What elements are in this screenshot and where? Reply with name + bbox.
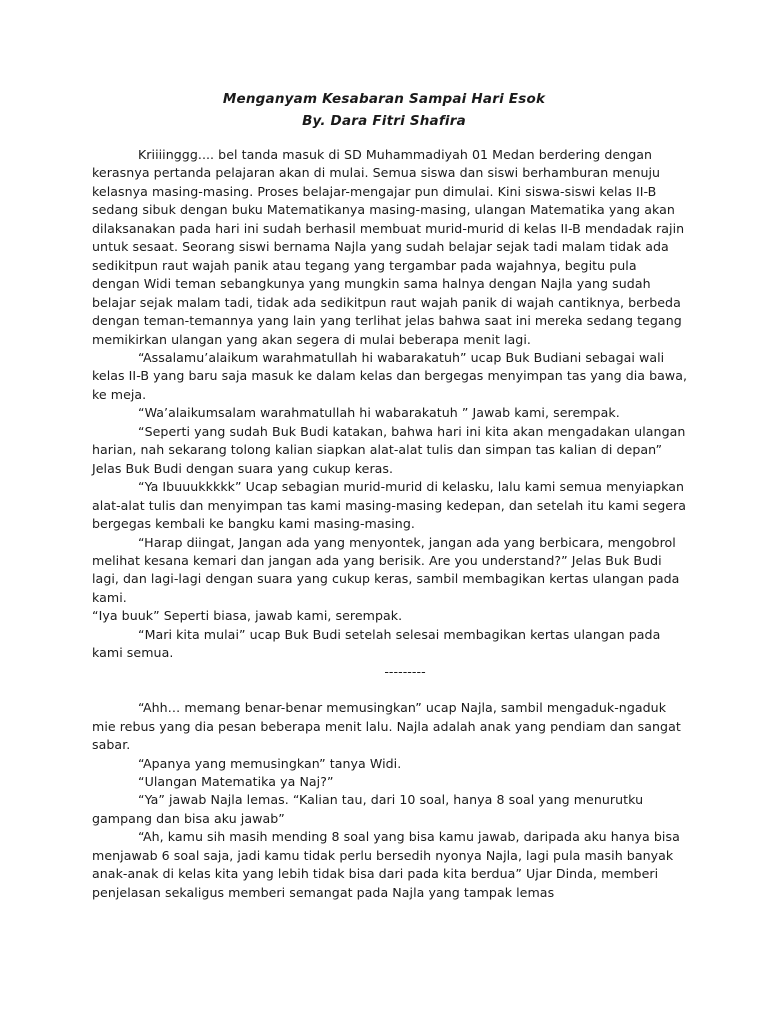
paragraph: “Apanya yang memusingkan” tanya Widi. [138, 755, 402, 771]
title-block [0, 88, 768, 132]
paragraph: “Iya buuk” Seperti biasa, jawab kami, serempak. [92, 608, 403, 624]
paragraph: “Ya Ibuuukkkkk” Ucap sebagian murid-murid di kelasku, lalu kami semua menyiapkan alat-alat tulis dan menyimpan tas kami masing-masing kedepan, dan setelah itu kami segera bergegas kembali ke bangku kami masing-masing. [92, 479, 687, 532]
paragraph: “Ahh… memang benar-benar memusingkan” ucap Najla, sambil mengaduk-ngaduk mie rebus yang dia pesan beberapa menit lalu. Najla adalah anak yang pendiam dan sangat sabar. [92, 700, 681, 753]
paragraph: “Harap diingat, Jangan ada yang menyontek, jangan ada yang berbicara, mengobrol melihat kesana kemari dan jangan ada yang berisik. Are you understand?” Jelas Buk Budi lagi, dan lagi-lagi dengan suara yang cukup keras, sambil membagikan kertas ulangan pada kami. [92, 534, 680, 605]
document-title: Menganyam Kesabaran Sampai Hari Esok [222, 91, 546, 107]
paragraph: “Seperti yang sudah Buk Budi katakan, bahwa hari ini kita akan mengadakan ulangan harian, nah sekarang tolong kalian siapkan alat-alat tulis dan simpan tas kalian di depan” Jelas Buk Budi dengan suara yang cukup keras. [92, 423, 686, 476]
document-body [92, 146, 688, 902]
section-separator: --------- [384, 663, 426, 679]
paragraph: “Ya” jawab Najla lemas. “Kalian tau, dari 10 soal, hanya 8 soal yang menurutku gampang dan bisa aku jawab” [92, 792, 644, 826]
paragraph: “Wa’alaikumsalam warahmatullah hi wabarakatuh ” Jawab kami, serempak. [138, 405, 620, 421]
spacer [92, 681, 688, 699]
paragraph: “Assalamu’alaikum warahmatullah hi wabarakatuh” ucap Buk Budiani sebagai wali kelas II-B yang baru saja masuk ke dalam kelas dan bergegas menyimpan tas yang dia bawa, ke meja. [92, 349, 688, 402]
paragraph: “Mari kita mulai” ucap Buk Budi setelah selesai membagikan kertas ulangan pada kami semua. [92, 626, 661, 661]
paragraph: Kriiiinggg.... bel tanda masuk di SD Muhammadiyah 01 Medan berdering dengan kerasnya pertanda pelajaran akan di mulai. Semua siswa dan siswi berhamburan menuju kelasnya masing-masing. Proses belajar-mengajar pun dimulai. Kini siswa-siswi kelas II-B sedang sibuk dengan buku Matematikanya masing-masing, ulangan Matematika yang akan dilaksanakan pada hari ini sudah berhasil membuat murid-murid di kelas II-B mendadak rajin untuk sesaat. Seorang siswi bernama Najla yang sudah belajar sejak tadi malam tidak ada sedikitpun raut wajah panik atau tegang yang tergambar pada wajahnya, begitu pula dengan Widi teman sebangkunya yang mungkin sama halnya dengan Najla yang sudah belajar sejak malam tadi, tidak ada sedikitpun raut wajah panik di wajah cantiknya, berbeda dengan teman-temannya yang lain yang terlihat jelas bahwa saat ini mereka sedang tegang memikirkan ulangan yang akan segera di mulai beberapa menit lagi. [92, 147, 685, 347]
paragraph: “Ah, kamu sih masih mending 8 soal yang bisa kamu jawab, daripada aku hanya bisa menjawab 6 soal saja, jadi kamu tidak perlu bersedih nyonya Najla, lagi pula masih banyak anak-anak di kelas kita yang lebih tidak bisa dari pada kita berdua” Ujar Dinda, memberi penjelasan sekaligus memberi semangat pada Najla yang tampak lemas [92, 829, 680, 900]
document-byline: By. Dara Fitri Shafira [302, 113, 466, 129]
paragraph: “Ulangan Matematika ya Naj?” [138, 773, 334, 789]
